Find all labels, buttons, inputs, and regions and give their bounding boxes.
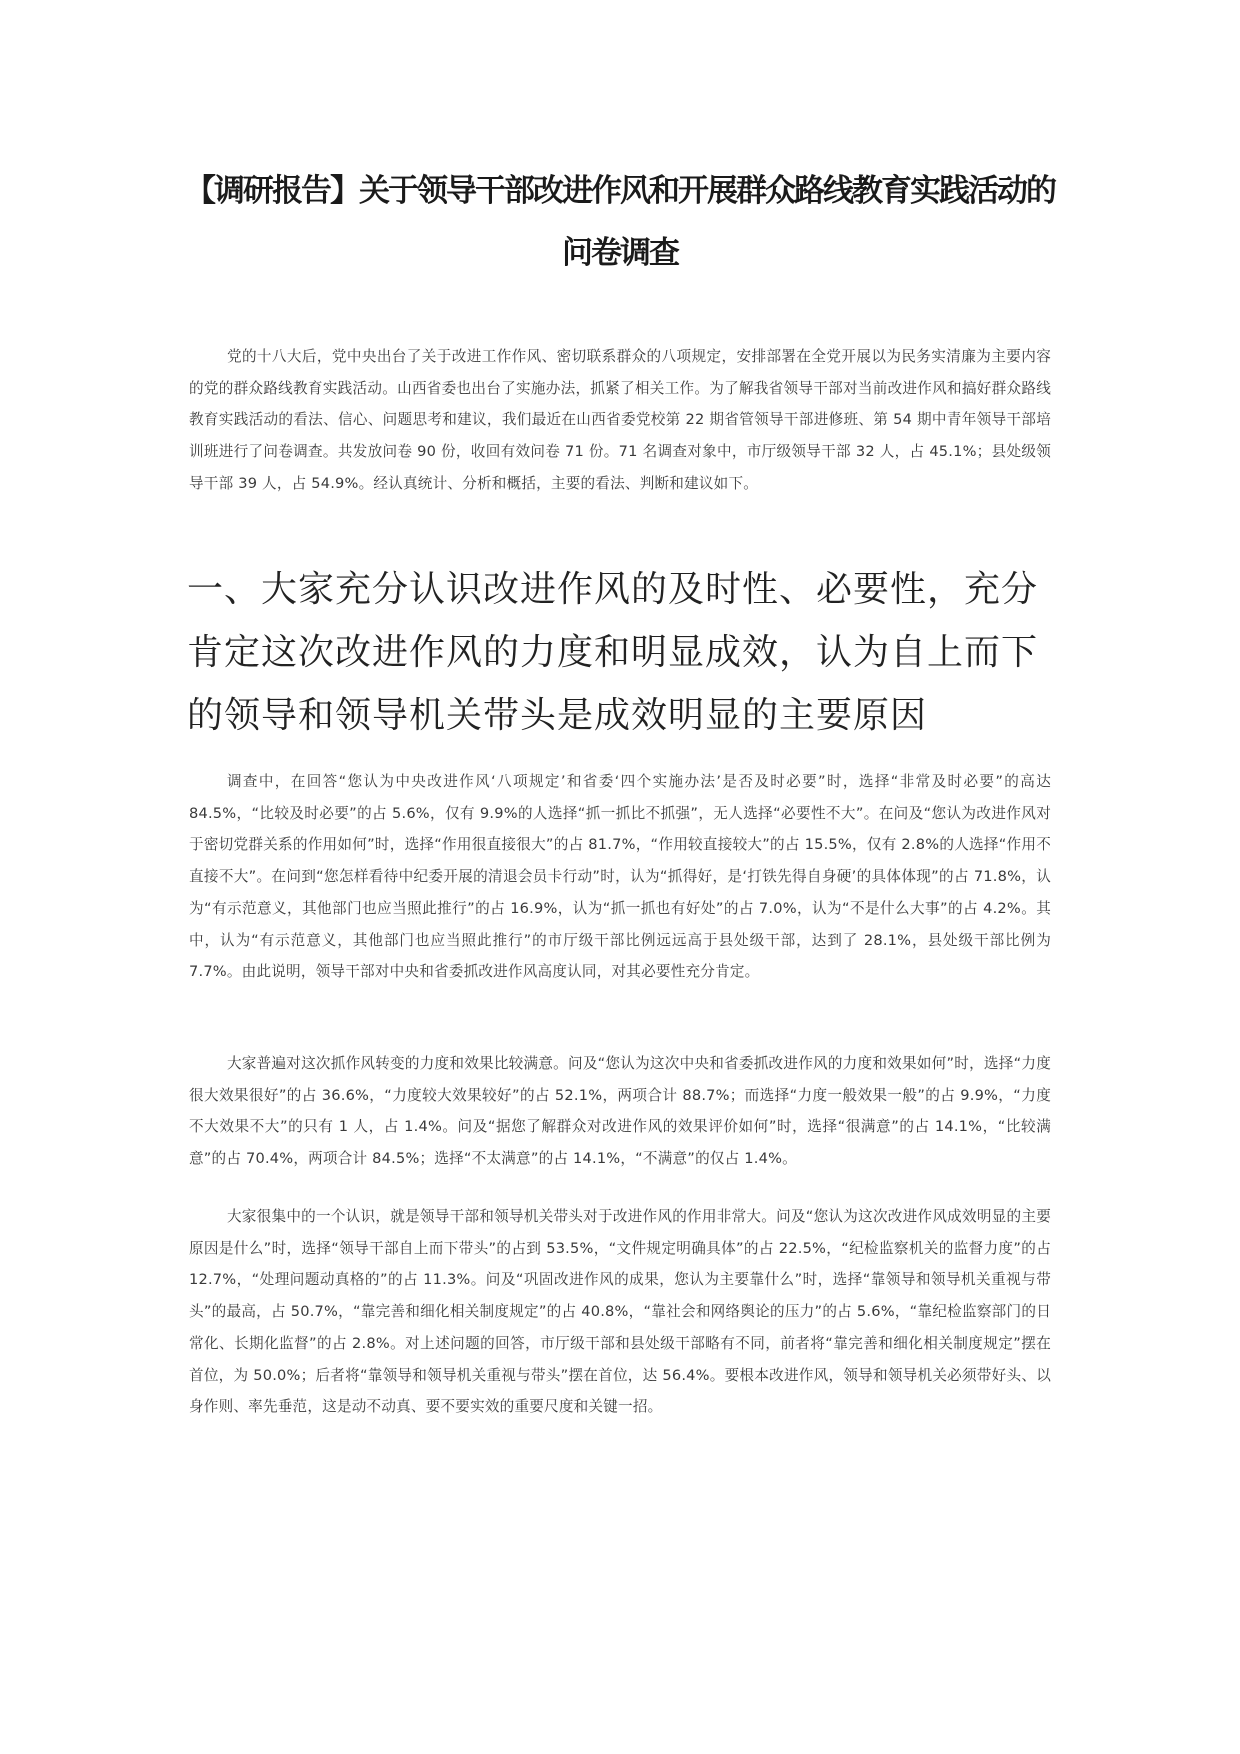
section-1-heading-line-2: 肯定这次改进作风的力度和明显成效，认为自上而下 bbox=[187, 632, 1039, 673]
section-1-paragraph-1: 调查中，在回答“您认为中央改进作风‘八项规定’和省委‘四个实施办法’是否及时必要”时，选择“非常及时必要”的高达 84.5%，“比较及时必要”的占 5.6%，仅有 9.9%的人选择“抓一抓比不抓强”，无人选择“必要性不大”。在问及“您认为改进作风对于密切党群关系的作用如何”时，选择“作用很直接很大”的占 81.7%，“作用较直接较大”的占 15.5%，仅有 2.8%的人选择“作用不直接不大”。在问到“您怎样看待中纪委开展的清退会员卡行动”时，认为“抓得好，是‘打铁先得自身硬’的具体体现”的占 71.8%，认为“有示范意义，其他部门也应当照此推行”的占 16.9%，认为“抓一抓也有好处”的占 7.0%，认为“不是什么大事”的占 4.2%。其中，认为“有示范意义，其他部门也应当照此推行”的市厅级干部比例远远高于县处级干部，达到了 28.1%，县处级干部比例为 7.7%。由此说明，领导干部对中央和省委抓改进作风高度认同，对其必要性充分肯定。 bbox=[189, 773, 1051, 981]
document-title-line-1: 【调研报告】关于领导干部改进作风和开展群众路线教育实践活动的 bbox=[185, 173, 1055, 209]
intro-paragraph: 党的十八大后，党中央出台了关于改进工作作风、密切联系群众的八项规定，安排部署在全党开展以为民务实清廉为主要内容的党的群众路线教育实践活动。山西省委也出台了实施办法，抓紧了相关工作。为了解我省领导干部对当前改进作风和搞好群众路线教育实践活动的看法、信心、问题思考和建议，我们最近在山西省委党校第 22 期省管领导干部进修班、第 54 期中青年领导干部培训班进行了问卷调查。共发放问卷 90 份，收回有效问卷 71 份。71 名调查对象中，市厅级领导干部 32 人，占 45.1%；县处级领导干部 39 人，占 54.9%。经认真统计、分析和概括，主要的看法、判断和建议如下。 bbox=[189, 348, 1051, 492]
document-title bbox=[180, 160, 1060, 284]
section-1-heading-line-3: 的领导和领导机关带头是成效明显的主要原因 bbox=[187, 695, 928, 736]
section-1-paragraph-3: 大家很集中的一个认识，就是领导干部和领导机关带头对于改进作风的作用非常大。问及“您认为这次改进作风成效明显的主要原因是什么”时，选择“领导干部自上而下带头”的占到 53.5%，“文件规定明确具体”的占 22.5%，“纪检监察机关的监督力度”的占 12.7%，“处理问题动真格的”的占 11.3%。问及“巩固改进作风的成果，您认为主要靠什么”时，选择“靠领导和领导机关重视与带头”的最高，占 50.7%，“靠完善和细化相关制度规定”的占 40.8%，“靠社会和网络舆论的压力”的占 5.6%，“靠纪检监察部门的日常化、长期化监督”的占 2.8%。对上述问题的回答，市厅级干部和县处级干部略有不同，前者将“靠完善和细化相关制度规定”摆在首位，为 50.0%；后者将“靠领导和领导机关重视与带头”摆在首位，达 56.4%。要根本改进作风，领导和领导机关必须带好头、以身作则、率先垂范，这是动不动真、要不要实效的重要尺度和关键一招。 bbox=[189, 1208, 1051, 1416]
section-1-paragraph-2: 大家普遍对这次抓作风转变的力度和效果比较满意。问及“您认为这次中央和省委抓改进作风的力度和效果如何”时，选择“力度很大效果很好”的占 36.6%，“力度较大效果较好”的占 52.1%，两项合计 88.7%；而选择“力度一般效果一般”的占 9.9%，“力度不大效果不大”的只有 1 人，占 1.4%。问及“据您了解群众对改进作风的效果评价如何”时，选择“很满意”的占 14.1%，“比较满意”的占 70.4%，两项合计 84.5%；选择“不太满意”的占 14.1%，“不满意”的仅占 1.4%。 bbox=[189, 1055, 1051, 1168]
section-1-heading-line-1: 一、大家充分认识改进作风的及时性、必要性，充分 bbox=[187, 569, 1039, 610]
section-1-heading bbox=[187, 558, 1067, 747]
document-title-line-2: 问卷调查 bbox=[562, 235, 678, 271]
